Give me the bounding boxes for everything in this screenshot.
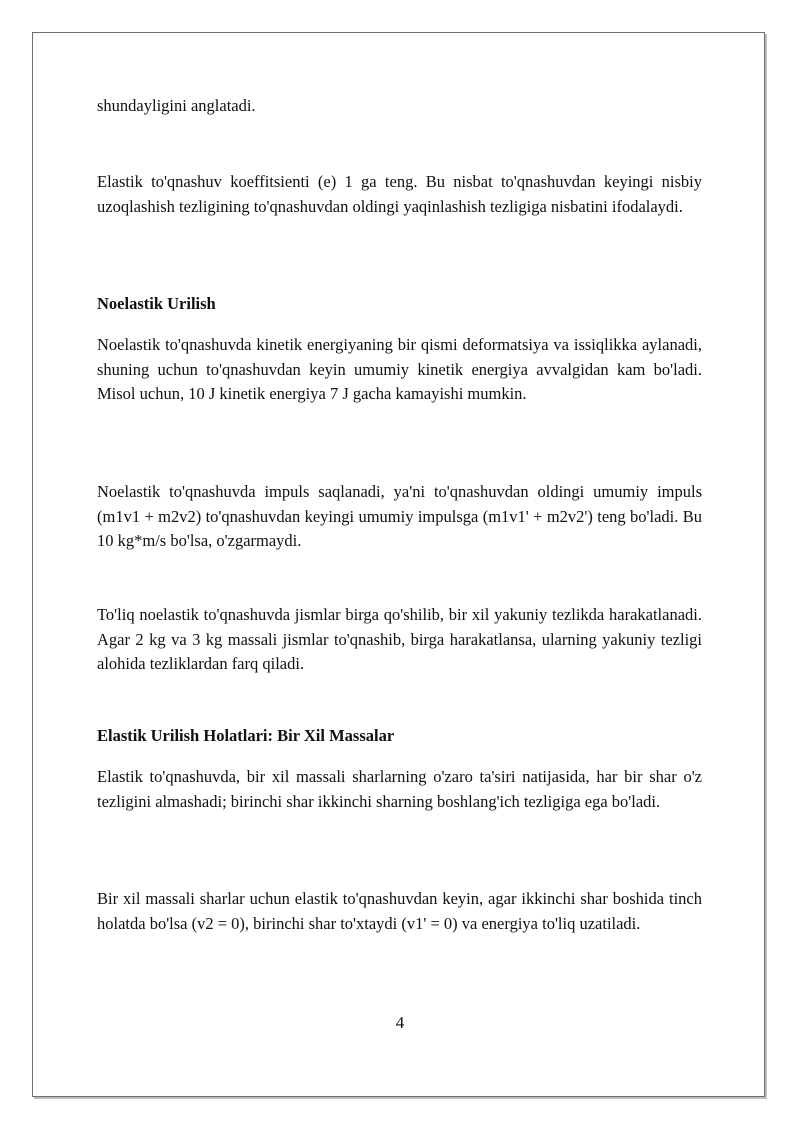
paragraph-inelastic-momentum: Noelastik to'qnashuvda impuls saqlanadi, ya'ni to'qnashuvdan oldingi umumiy impuls (m1v1 + m2v2) to'qnashuvdan keyingi umumiy impulsga (m1v1' + m2v2') teng bo'ladi. Bu 10 kg*m/s bo'lsa, o'zgarmaydi. xyxy=(97,482,702,551)
paragraph-elastic-coefficient: Elastik to'qnashuv koeffitsienti (e) 1 ga teng. Bu nisbat to'qnashuvdan keyingi nisbiy uzoqlashish tezligining to'qnashuvdan oldingi yaqinlashish tezligiga nisbatini ifodalaydi. xyxy=(97,172,702,216)
paragraph-continuation: shundayligini anglatadi. xyxy=(97,96,256,115)
paragraph-inelastic-energy: Noelastik to'qnashuvda kinetik energiyaning bir qismi deformatsiya va issiqlikka aylanadi, shuning uchun to'qnashuvdan keyin umumiy kinetik energiya avvalgidan kam bo'ladi. Misol uchun, 10 J kinetik energiya 7 J gacha kamayishi mumkin. xyxy=(97,335,702,404)
paragraph-equal-masses-exchange: Elastik to'qnashuvda, bir xil massali sharlarning o'zaro ta'siri natijasida, har bir shar o'z tezligini almashadi; birinchi shar ikkinchi sharning boshlang'ich tezligiga ega bo'ladi. xyxy=(97,767,702,811)
paragraph-perfectly-inelastic: To'liq noelastik to'qnashuvda jismlar birga qo'shilib, bir xil yakuniy tezlikda harakatlanadi. Agar 2 kg va 3 kg massali jismlar to'qnashib, birga harakatlansa, ularning yakuniy tezligi alohida tezliklardan farq qiladi. xyxy=(97,605,702,674)
page-number: 4 xyxy=(395,1013,405,1032)
heading-equal-masses: Elastik Urilish Holatlari: Bir Xil Massalar xyxy=(97,726,395,745)
heading-noelastik-urilish: Noelastik Urilish xyxy=(97,294,216,313)
paragraph-equal-masses-rest: Bir xil massali sharlar uchun elastik to'qnashuvdan keyin, agar ikkinchi shar boshida tinch holatda bo'lsa (v2 = 0), birinchi shar to'xtaydi (v1' = 0) va energiya to'liq uzatiladi. xyxy=(97,889,702,933)
